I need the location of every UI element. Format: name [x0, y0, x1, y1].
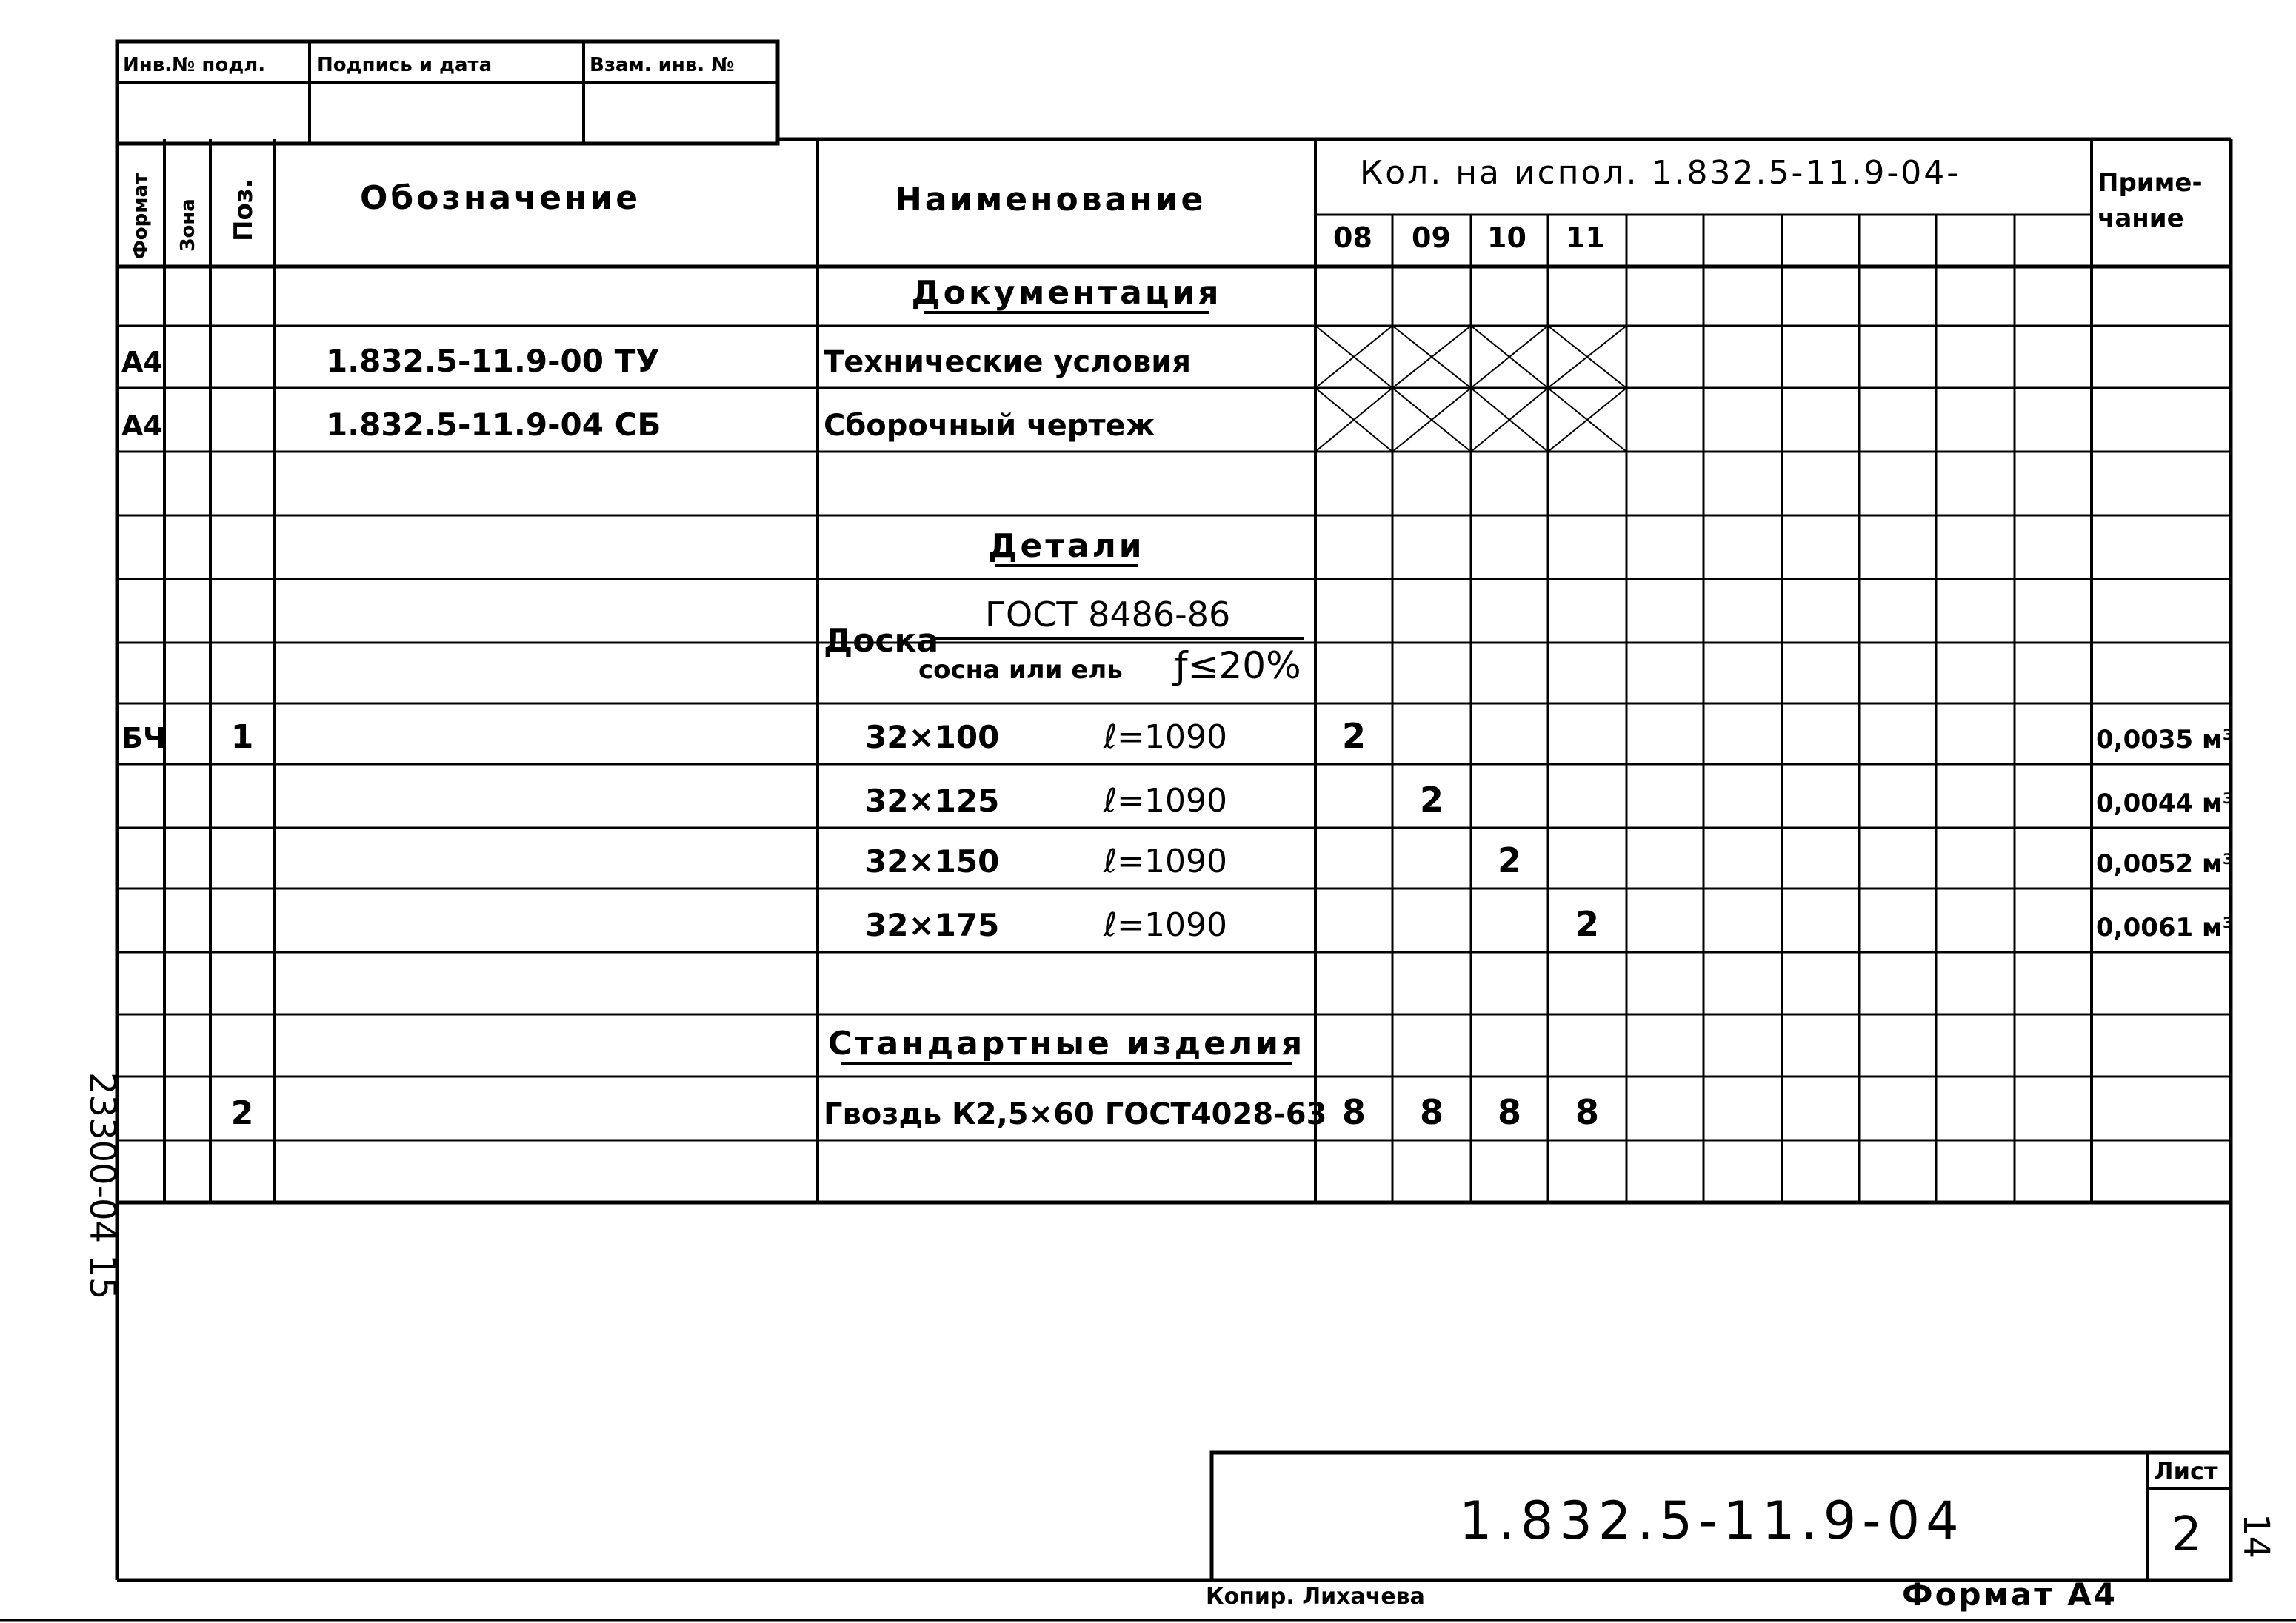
header-variant-11: 11 — [1566, 221, 1605, 254]
row-qty-2: 2 — [1497, 840, 1522, 880]
header-variant-08: 08 — [1333, 221, 1372, 254]
row-format: А4 — [121, 346, 163, 378]
row-designation: 1.832.5-11.9-04 СБ — [326, 406, 661, 443]
section-title: Стандартные изделия — [827, 1025, 1306, 1063]
sheet-number: 2 — [2172, 1507, 2202, 1562]
row-length: ℓ=1090 — [1104, 843, 1228, 880]
side-code: 23300-04 15 — [81, 1072, 123, 1300]
row-position: 1 — [230, 718, 254, 756]
row-name: 32×175 — [865, 907, 1000, 943]
row-qty-0: 2 — [1341, 716, 1366, 756]
row-length: ℓ=1090 — [1104, 718, 1228, 756]
board-gost: ГОСТ 8486-86 — [985, 595, 1231, 635]
header-pos: Поз. — [229, 178, 258, 241]
row-qty-3: 8 — [1575, 1092, 1600, 1132]
row-name: 32×150 — [865, 843, 1000, 880]
doc-number: 1.832.5-11.9-04 — [1459, 1490, 1965, 1551]
header-qty: Кол. на испол. 1.832.5-11.9-04- — [1360, 154, 1961, 192]
table-row — [828, 1025, 1306, 1063]
row-name: 32×100 — [865, 719, 1000, 755]
header-zone: Зона — [177, 198, 199, 252]
row-name: Технические условия — [824, 345, 1191, 379]
table-row — [865, 780, 2234, 820]
board-moisture: ƒ≤20% — [1175, 644, 1301, 687]
table-row — [988, 527, 1144, 566]
row-note: 0,0061 м³ — [2096, 913, 2234, 943]
row-qty-0: 8 — [1341, 1092, 1366, 1132]
header-variant-10: 10 — [1487, 221, 1526, 254]
table-row — [231, 1092, 1599, 1132]
row-note: 0,0044 м³ — [2096, 789, 2234, 818]
board-label: Доска — [824, 622, 939, 660]
copied-by: Копир. Лихачева — [1206, 1584, 1425, 1610]
stamp-header-sign: Подпись и дата — [317, 54, 493, 76]
board-description — [824, 595, 1304, 687]
header-format: Формат — [130, 173, 152, 259]
page-mark: 14 — [2235, 1513, 2277, 1559]
row-length: ℓ=1090 — [1104, 906, 1228, 944]
row-format: А4 — [121, 409, 163, 442]
table-row — [121, 388, 1626, 452]
header-note-2: чание — [2098, 204, 2184, 233]
row-name: Сборочный чертеж — [824, 409, 1155, 443]
row-note: 0,0052 м³ — [2096, 849, 2234, 879]
row-position: 2 — [230, 1094, 254, 1132]
header-variant-09: 09 — [1412, 221, 1451, 254]
row-qty-2: 8 — [1497, 1092, 1522, 1132]
spec-table — [117, 139, 2234, 1202]
row-note: 0,0035 м³ — [2096, 725, 2234, 754]
sheet-label: Лист — [2154, 1457, 2218, 1485]
row-name: Гвоздь К2,5×60 ГОСТ4028-63 — [824, 1097, 1327, 1131]
row-qty-3: 2 — [1575, 904, 1600, 944]
section-title: Документация — [911, 274, 1222, 312]
stamp-header-replace: Взам. инв. № — [590, 54, 735, 76]
row-designation: 1.832.5-11.9-00 ТУ — [326, 343, 660, 379]
row-qty-1: 8 — [1419, 1092, 1444, 1132]
row-qty-1: 2 — [1419, 780, 1444, 820]
board-material: сосна или ель — [918, 655, 1123, 685]
stamp-header-inv: Инв.№ подл. — [123, 54, 266, 76]
table-row — [865, 904, 2234, 944]
section-title: Детали — [988, 527, 1145, 565]
table-row — [865, 840, 2234, 880]
table-row — [121, 716, 2234, 756]
table-row — [121, 326, 1626, 388]
format-label: Формат А4 — [1902, 1576, 2118, 1613]
header-note-1: Приме- — [2098, 168, 2203, 198]
stamp-top — [117, 41, 778, 144]
title-block — [1212, 1453, 2231, 1580]
table-row — [911, 274, 1221, 312]
row-format: БЧ — [121, 722, 166, 754]
row-length: ℓ=1090 — [1104, 782, 1228, 820]
header-name: Наименование — [895, 181, 1207, 218]
row-name: 32×125 — [865, 783, 1000, 819]
header-designation: Обозначение — [360, 179, 641, 217]
